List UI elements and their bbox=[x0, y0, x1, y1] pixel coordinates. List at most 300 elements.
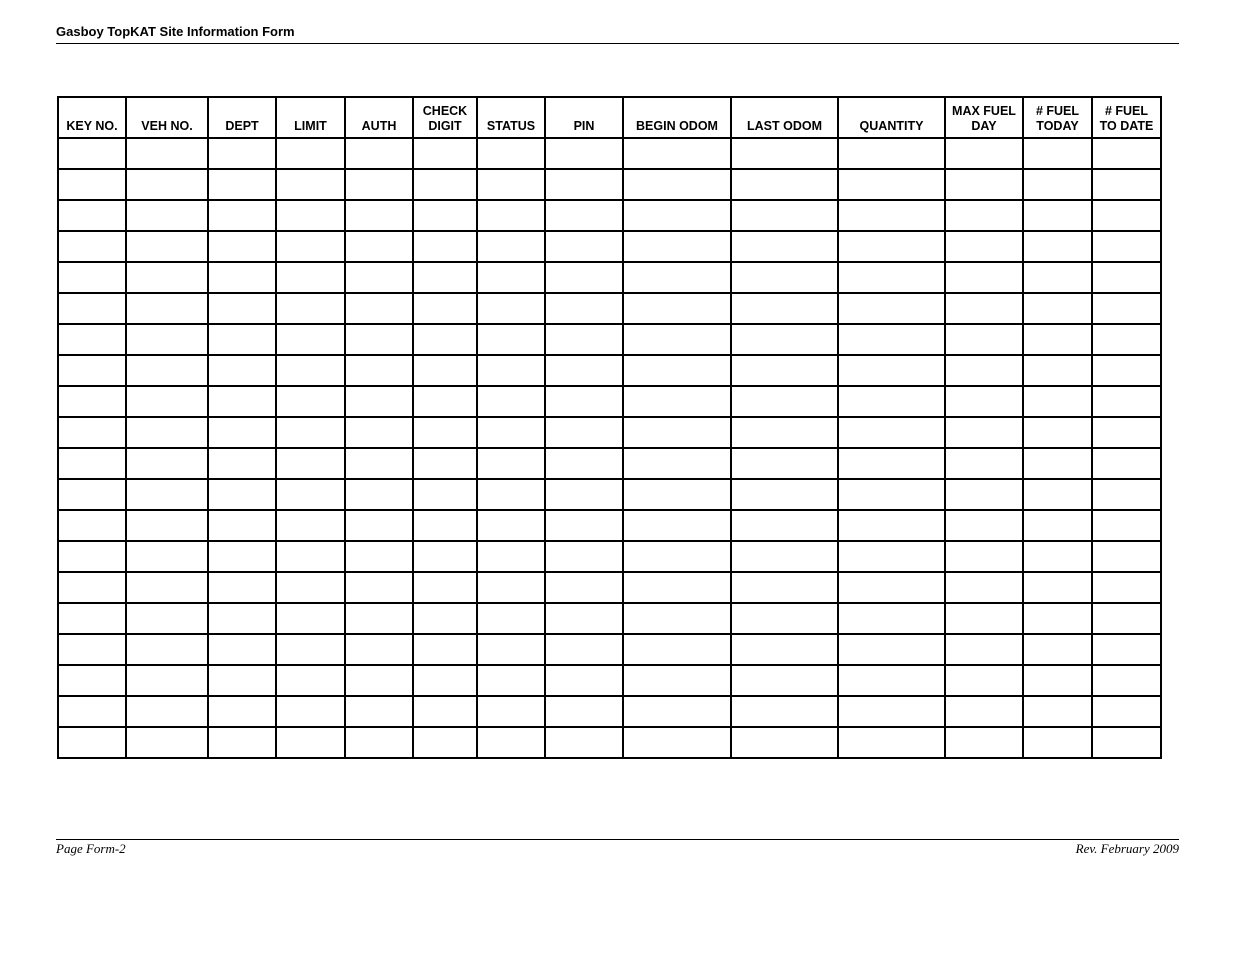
table-cell[interactable] bbox=[545, 324, 623, 355]
table-cell[interactable] bbox=[208, 665, 276, 696]
table-cell[interactable] bbox=[545, 634, 623, 665]
table-cell[interactable] bbox=[58, 510, 126, 541]
table-cell[interactable] bbox=[413, 448, 477, 479]
table-cell[interactable] bbox=[945, 634, 1023, 665]
table-cell[interactable] bbox=[1023, 324, 1092, 355]
table-cell[interactable] bbox=[477, 262, 545, 293]
table-cell[interactable] bbox=[477, 541, 545, 572]
table-cell[interactable] bbox=[731, 448, 838, 479]
table-cell[interactable] bbox=[208, 231, 276, 262]
table-cell[interactable] bbox=[945, 665, 1023, 696]
table-cell[interactable] bbox=[208, 417, 276, 448]
table-cell[interactable] bbox=[1092, 665, 1161, 696]
table-cell[interactable] bbox=[477, 634, 545, 665]
table-cell[interactable] bbox=[945, 169, 1023, 200]
table-cell[interactable] bbox=[276, 541, 345, 572]
table-cell[interactable] bbox=[623, 572, 731, 603]
table-cell[interactable] bbox=[208, 603, 276, 634]
table-cell[interactable] bbox=[345, 262, 413, 293]
table-cell[interactable] bbox=[126, 231, 208, 262]
table-cell[interactable] bbox=[276, 324, 345, 355]
table-cell[interactable] bbox=[413, 355, 477, 386]
table-cell[interactable] bbox=[126, 696, 208, 727]
table-cell[interactable] bbox=[731, 634, 838, 665]
table-cell[interactable] bbox=[945, 386, 1023, 417]
table-row bbox=[58, 355, 1161, 386]
table-cell[interactable] bbox=[731, 355, 838, 386]
table-cell[interactable] bbox=[208, 324, 276, 355]
table-cell[interactable] bbox=[731, 665, 838, 696]
table-cell[interactable] bbox=[838, 634, 945, 665]
table-cell[interactable] bbox=[545, 479, 623, 510]
table-cell[interactable] bbox=[208, 696, 276, 727]
table-cell[interactable] bbox=[413, 231, 477, 262]
table-cell[interactable] bbox=[276, 355, 345, 386]
table-cell[interactable] bbox=[838, 572, 945, 603]
table-cell[interactable] bbox=[345, 541, 413, 572]
table-cell[interactable] bbox=[1092, 572, 1161, 603]
table-row bbox=[58, 262, 1161, 293]
table-cell[interactable] bbox=[208, 293, 276, 324]
table-cell[interactable] bbox=[126, 169, 208, 200]
table-cell[interactable] bbox=[345, 603, 413, 634]
page-title: Gasboy TopKAT Site Information Form bbox=[56, 24, 295, 39]
table-cell[interactable] bbox=[477, 572, 545, 603]
table-cell[interactable] bbox=[945, 479, 1023, 510]
table-cell[interactable] bbox=[1023, 572, 1092, 603]
table-cell[interactable] bbox=[1023, 386, 1092, 417]
table-cell[interactable] bbox=[945, 355, 1023, 386]
table-cell[interactable] bbox=[413, 541, 477, 572]
table-cell[interactable] bbox=[545, 696, 623, 727]
table-cell[interactable] bbox=[126, 510, 208, 541]
table-cell[interactable] bbox=[623, 417, 731, 448]
table-cell[interactable] bbox=[945, 200, 1023, 231]
table-cell[interactable] bbox=[731, 231, 838, 262]
table-cell[interactable] bbox=[126, 634, 208, 665]
table-cell[interactable] bbox=[276, 510, 345, 541]
table-cell[interactable] bbox=[1092, 355, 1161, 386]
table-cell[interactable] bbox=[345, 634, 413, 665]
table-cell[interactable] bbox=[1023, 510, 1092, 541]
table-cell[interactable] bbox=[838, 448, 945, 479]
table-cell[interactable] bbox=[208, 138, 276, 169]
table-cell[interactable] bbox=[126, 603, 208, 634]
table-cell[interactable] bbox=[623, 324, 731, 355]
table-cell[interactable] bbox=[276, 417, 345, 448]
table-cell[interactable] bbox=[413, 634, 477, 665]
table-cell[interactable] bbox=[623, 386, 731, 417]
table-cell[interactable] bbox=[413, 572, 477, 603]
table-cell[interactable] bbox=[477, 479, 545, 510]
table-cell[interactable] bbox=[126, 355, 208, 386]
table-cell[interactable] bbox=[1092, 231, 1161, 262]
table-cell[interactable] bbox=[731, 696, 838, 727]
table-cell[interactable] bbox=[623, 727, 731, 758]
table-cell[interactable] bbox=[945, 541, 1023, 572]
table-cell[interactable] bbox=[58, 386, 126, 417]
table-cell[interactable] bbox=[623, 665, 731, 696]
table-cell[interactable] bbox=[623, 479, 731, 510]
table-cell[interactable] bbox=[126, 479, 208, 510]
table-cell[interactable] bbox=[413, 169, 477, 200]
table-cell[interactable] bbox=[838, 479, 945, 510]
table-cell[interactable] bbox=[345, 417, 413, 448]
table-cell[interactable] bbox=[623, 696, 731, 727]
table-cell[interactable] bbox=[623, 293, 731, 324]
table-cell[interactable] bbox=[477, 510, 545, 541]
table-cell[interactable] bbox=[1092, 324, 1161, 355]
table-cell[interactable] bbox=[1023, 355, 1092, 386]
table-cell[interactable] bbox=[731, 603, 838, 634]
column-header-veh-no: VEH NO. bbox=[126, 97, 208, 138]
column-header-begin-odom: BEGIN ODOM bbox=[623, 97, 731, 138]
table-cell[interactable] bbox=[345, 324, 413, 355]
table-cell[interactable] bbox=[545, 262, 623, 293]
table-cell[interactable] bbox=[1023, 448, 1092, 479]
table-row bbox=[58, 231, 1161, 262]
table-cell[interactable] bbox=[126, 665, 208, 696]
table-cell[interactable] bbox=[1092, 200, 1161, 231]
table-cell[interactable] bbox=[1092, 634, 1161, 665]
table-cell[interactable] bbox=[1023, 696, 1092, 727]
table-cell[interactable] bbox=[1023, 293, 1092, 324]
table-cell[interactable] bbox=[126, 200, 208, 231]
table-cell[interactable] bbox=[58, 355, 126, 386]
column-header-quantity: QUANTITY bbox=[838, 97, 945, 138]
table-cell[interactable] bbox=[345, 293, 413, 324]
table-cell[interactable] bbox=[1092, 727, 1161, 758]
table-cell[interactable] bbox=[413, 293, 477, 324]
table-cell[interactable] bbox=[731, 510, 838, 541]
table-cell[interactable] bbox=[208, 262, 276, 293]
table-cell[interactable] bbox=[413, 386, 477, 417]
table-cell[interactable] bbox=[1023, 169, 1092, 200]
table-cell[interactable] bbox=[838, 696, 945, 727]
table-cell[interactable] bbox=[126, 541, 208, 572]
table-cell[interactable] bbox=[945, 231, 1023, 262]
table-cell[interactable] bbox=[838, 231, 945, 262]
table-cell[interactable] bbox=[945, 448, 1023, 479]
table-cell[interactable] bbox=[276, 231, 345, 262]
table-row bbox=[58, 479, 1161, 510]
table-cell[interactable] bbox=[838, 324, 945, 355]
table-cell[interactable] bbox=[276, 169, 345, 200]
table-row bbox=[58, 386, 1161, 417]
table-cell[interactable] bbox=[945, 727, 1023, 758]
table-cell[interactable] bbox=[208, 169, 276, 200]
table-cell[interactable] bbox=[413, 262, 477, 293]
table-cell[interactable] bbox=[413, 727, 477, 758]
table-cell[interactable] bbox=[276, 262, 345, 293]
table-cell[interactable] bbox=[838, 417, 945, 448]
table-cell[interactable] bbox=[545, 293, 623, 324]
table-cell[interactable] bbox=[731, 138, 838, 169]
table-cell[interactable] bbox=[1023, 665, 1092, 696]
table-cell[interactable] bbox=[1023, 138, 1092, 169]
table-cell[interactable] bbox=[623, 634, 731, 665]
table-cell[interactable] bbox=[345, 696, 413, 727]
table-cell[interactable] bbox=[276, 448, 345, 479]
table-cell[interactable] bbox=[276, 665, 345, 696]
table-cell[interactable] bbox=[545, 386, 623, 417]
table-cell[interactable] bbox=[838, 665, 945, 696]
table-cell[interactable] bbox=[345, 665, 413, 696]
table-cell[interactable] bbox=[545, 231, 623, 262]
table-cell[interactable] bbox=[413, 665, 477, 696]
table-cell[interactable] bbox=[545, 665, 623, 696]
table-cell[interactable] bbox=[838, 169, 945, 200]
table-cell[interactable] bbox=[838, 200, 945, 231]
table-cell[interactable] bbox=[945, 138, 1023, 169]
table-cell[interactable] bbox=[731, 541, 838, 572]
table-cell[interactable] bbox=[345, 386, 413, 417]
table-cell[interactable] bbox=[838, 138, 945, 169]
table-cell[interactable] bbox=[477, 603, 545, 634]
table-cell[interactable] bbox=[58, 696, 126, 727]
table-cell[interactable] bbox=[477, 448, 545, 479]
table-cell[interactable] bbox=[58, 541, 126, 572]
table-cell[interactable] bbox=[545, 355, 623, 386]
table-cell[interactable] bbox=[545, 417, 623, 448]
table-cell[interactable] bbox=[58, 479, 126, 510]
table-cell[interactable] bbox=[1092, 138, 1161, 169]
table-cell[interactable] bbox=[208, 386, 276, 417]
column-header-pin: PIN bbox=[545, 97, 623, 138]
table-cell[interactable] bbox=[413, 696, 477, 727]
table-cell[interactable] bbox=[838, 603, 945, 634]
table-cell[interactable] bbox=[945, 324, 1023, 355]
table-header-row bbox=[58, 97, 1161, 138]
table-cell[interactable] bbox=[1092, 603, 1161, 634]
table-cell[interactable] bbox=[126, 417, 208, 448]
table-cell[interactable] bbox=[1092, 696, 1161, 727]
table-cell[interactable] bbox=[623, 510, 731, 541]
table-cell[interactable] bbox=[945, 262, 1023, 293]
table-cell[interactable] bbox=[276, 293, 345, 324]
table-cell[interactable] bbox=[1023, 541, 1092, 572]
table-cell[interactable] bbox=[58, 324, 126, 355]
table-cell[interactable] bbox=[413, 138, 477, 169]
table-cell[interactable] bbox=[545, 510, 623, 541]
table-cell[interactable] bbox=[58, 200, 126, 231]
table-cell[interactable] bbox=[1023, 727, 1092, 758]
table-cell[interactable] bbox=[58, 665, 126, 696]
table-cell[interactable] bbox=[477, 169, 545, 200]
table-cell[interactable] bbox=[276, 386, 345, 417]
table-cell[interactable] bbox=[276, 727, 345, 758]
table-cell[interactable] bbox=[1092, 417, 1161, 448]
table-cell[interactable] bbox=[623, 169, 731, 200]
table-cell[interactable] bbox=[126, 448, 208, 479]
table-cell[interactable] bbox=[1023, 262, 1092, 293]
table-cell[interactable] bbox=[208, 200, 276, 231]
table-cell[interactable] bbox=[58, 417, 126, 448]
table-cell[interactable] bbox=[58, 572, 126, 603]
table-row bbox=[58, 293, 1161, 324]
table-cell[interactable] bbox=[623, 138, 731, 169]
table-cell[interactable] bbox=[623, 231, 731, 262]
table-cell[interactable] bbox=[838, 510, 945, 541]
table-cell[interactable] bbox=[623, 603, 731, 634]
table-cell[interactable] bbox=[545, 169, 623, 200]
table-cell[interactable] bbox=[345, 572, 413, 603]
table-cell[interactable] bbox=[345, 200, 413, 231]
table-cell[interactable] bbox=[838, 727, 945, 758]
table-cell[interactable] bbox=[545, 572, 623, 603]
table-cell[interactable] bbox=[477, 355, 545, 386]
table-row bbox=[58, 138, 1161, 169]
table-cell[interactable] bbox=[276, 200, 345, 231]
table-cell[interactable] bbox=[276, 572, 345, 603]
table-cell[interactable] bbox=[58, 138, 126, 169]
table-cell[interactable] bbox=[838, 262, 945, 293]
table-cell[interactable] bbox=[276, 603, 345, 634]
table-cell[interactable] bbox=[413, 479, 477, 510]
table-cell[interactable] bbox=[1023, 479, 1092, 510]
table-cell[interactable] bbox=[1092, 169, 1161, 200]
table-cell[interactable] bbox=[208, 448, 276, 479]
table-cell[interactable] bbox=[345, 231, 413, 262]
table-cell[interactable] bbox=[945, 572, 1023, 603]
table-cell[interactable] bbox=[208, 510, 276, 541]
table-cell[interactable] bbox=[345, 355, 413, 386]
table-cell[interactable] bbox=[731, 417, 838, 448]
table-cell[interactable] bbox=[276, 634, 345, 665]
table-cell[interactable] bbox=[1092, 262, 1161, 293]
table-cell[interactable] bbox=[276, 696, 345, 727]
table-cell[interactable] bbox=[477, 138, 545, 169]
table-cell[interactable] bbox=[58, 727, 126, 758]
table-cell[interactable] bbox=[208, 572, 276, 603]
table-cell[interactable] bbox=[345, 448, 413, 479]
table-cell[interactable] bbox=[58, 293, 126, 324]
table-cell[interactable] bbox=[1092, 479, 1161, 510]
table-cell[interactable] bbox=[126, 262, 208, 293]
table-cell[interactable] bbox=[208, 541, 276, 572]
table-cell[interactable] bbox=[413, 510, 477, 541]
table-cell[interactable] bbox=[545, 448, 623, 479]
table-cell[interactable] bbox=[838, 541, 945, 572]
table-cell[interactable] bbox=[126, 727, 208, 758]
table-row bbox=[58, 665, 1161, 696]
table-cell[interactable] bbox=[623, 200, 731, 231]
table-cell[interactable] bbox=[345, 727, 413, 758]
table-cell[interactable] bbox=[545, 603, 623, 634]
table-cell[interactable] bbox=[477, 293, 545, 324]
table-cell[interactable] bbox=[1023, 200, 1092, 231]
table-cell[interactable] bbox=[413, 200, 477, 231]
table-cell[interactable] bbox=[545, 541, 623, 572]
table-cell[interactable] bbox=[276, 479, 345, 510]
table-cell[interactable] bbox=[208, 634, 276, 665]
table-cell[interactable] bbox=[126, 386, 208, 417]
table-cell[interactable] bbox=[1092, 293, 1161, 324]
table-cell[interactable] bbox=[731, 572, 838, 603]
table-cell[interactable] bbox=[838, 386, 945, 417]
table-cell[interactable] bbox=[1023, 634, 1092, 665]
table-cell[interactable] bbox=[545, 138, 623, 169]
table-cell[interactable] bbox=[731, 200, 838, 231]
site-information-table bbox=[57, 96, 1162, 759]
column-header-last-odom: LAST ODOM bbox=[731, 97, 838, 138]
table-cell[interactable] bbox=[413, 324, 477, 355]
table-cell[interactable] bbox=[208, 355, 276, 386]
table-cell[interactable] bbox=[58, 634, 126, 665]
table-cell[interactable] bbox=[126, 293, 208, 324]
table-cell[interactable] bbox=[477, 696, 545, 727]
table-cell[interactable] bbox=[945, 696, 1023, 727]
table-cell[interactable] bbox=[731, 324, 838, 355]
table-cell[interactable] bbox=[477, 665, 545, 696]
column-header-auth: AUTH bbox=[345, 97, 413, 138]
table-cell[interactable] bbox=[838, 355, 945, 386]
column-header-max-fuel-day: MAX FUEL DAY bbox=[945, 97, 1023, 138]
table-cell[interactable] bbox=[126, 572, 208, 603]
table-cell[interactable] bbox=[126, 138, 208, 169]
table-cell[interactable] bbox=[731, 293, 838, 324]
table-cell[interactable] bbox=[413, 417, 477, 448]
table-cell[interactable] bbox=[1092, 386, 1161, 417]
table-cell[interactable] bbox=[545, 200, 623, 231]
table-cell[interactable] bbox=[1023, 603, 1092, 634]
table-cell[interactable] bbox=[1092, 448, 1161, 479]
table-cell[interactable] bbox=[477, 324, 545, 355]
table-cell[interactable] bbox=[731, 262, 838, 293]
table-cell[interactable] bbox=[345, 169, 413, 200]
table-cell[interactable] bbox=[1092, 510, 1161, 541]
table-cell[interactable] bbox=[208, 479, 276, 510]
table-row bbox=[58, 572, 1161, 603]
table-cell[interactable] bbox=[545, 727, 623, 758]
table-cell[interactable] bbox=[1023, 231, 1092, 262]
table-cell[interactable] bbox=[477, 417, 545, 448]
table-cell[interactable] bbox=[276, 138, 345, 169]
table-cell[interactable] bbox=[945, 417, 1023, 448]
table-cell[interactable] bbox=[58, 448, 126, 479]
table-cell[interactable] bbox=[477, 386, 545, 417]
table-cell[interactable] bbox=[413, 603, 477, 634]
table-cell[interactable] bbox=[1023, 417, 1092, 448]
table-cell[interactable] bbox=[945, 603, 1023, 634]
table-cell[interactable] bbox=[731, 386, 838, 417]
table-cell[interactable] bbox=[477, 727, 545, 758]
table-cell[interactable] bbox=[58, 603, 126, 634]
table-cell[interactable] bbox=[477, 231, 545, 262]
table-cell[interactable] bbox=[126, 324, 208, 355]
table-cell[interactable] bbox=[945, 293, 1023, 324]
table-cell[interactable] bbox=[345, 479, 413, 510]
table-cell[interactable] bbox=[623, 448, 731, 479]
table-cell[interactable] bbox=[945, 510, 1023, 541]
revision-date: Rev. February 2009 bbox=[1075, 841, 1179, 856]
table-cell[interactable] bbox=[731, 169, 838, 200]
table-cell[interactable] bbox=[731, 727, 838, 758]
table-cell[interactable] bbox=[345, 510, 413, 541]
table-cell[interactable] bbox=[345, 138, 413, 169]
table-cell[interactable] bbox=[58, 262, 126, 293]
table-cell[interactable] bbox=[58, 169, 126, 200]
table-cell[interactable] bbox=[477, 200, 545, 231]
table-cell[interactable] bbox=[208, 727, 276, 758]
table-cell[interactable] bbox=[731, 479, 838, 510]
table-cell[interactable] bbox=[623, 355, 731, 386]
table-cell[interactable] bbox=[623, 541, 731, 572]
table-cell[interactable] bbox=[623, 262, 731, 293]
table-cell[interactable] bbox=[838, 293, 945, 324]
table-cell[interactable] bbox=[58, 231, 126, 262]
table-cell[interactable] bbox=[1092, 541, 1161, 572]
